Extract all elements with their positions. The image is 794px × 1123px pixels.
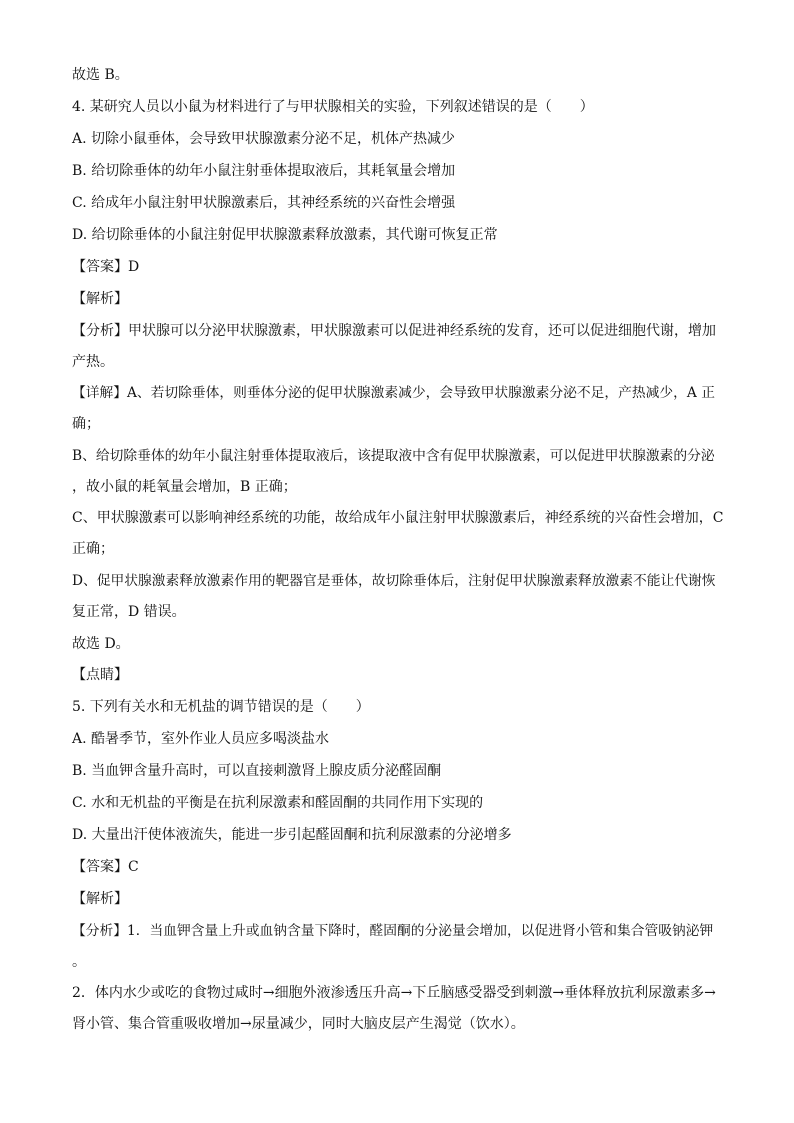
text-line-18: 复正常，D 错误。 — [72, 604, 186, 620]
text-line-15: C、甲状腺激素可以影响神经系统的功能，故给成年小鼠注射甲状腺激素后，神经系统的兴奋性会增加，C — [72, 510, 724, 526]
question-4-option-d: D. 给切除垂体的小鼠注射促甲状腺激素释放激素，其代谢可恢复正常 — [72, 227, 498, 243]
answer-label-5: 【答案】C — [72, 859, 139, 875]
text-line-14: ，故小鼠的耗氧量会增加，B 正确； — [72, 479, 297, 495]
text-line-29: 。 — [72, 954, 86, 970]
question-4-option-c: C. 给成年小鼠注射甲状腺激素后，其神经系统的兴奋性会增强 — [72, 195, 456, 211]
text-line-31: 肾小管、集合管重吸收增加→尿量减少，同时大脑皮层产生渴觉（饮水）。 — [72, 1016, 525, 1032]
question-5-stem: 5. 下列有关水和无机盐的调节错误的是（ ） — [72, 699, 370, 715]
text-line-10: 产热。 — [72, 354, 114, 370]
text-line-1: 故选 B。 — [72, 67, 129, 83]
analysis-label-4: 【解析】 — [72, 291, 128, 307]
text-line-16: 正确； — [72, 541, 114, 557]
answer-label-4: 【答案】D — [72, 259, 140, 275]
text-line-11: 【详解】A、若切除垂体，则垂体分泌的促甲状腺激素减少，会导致甲状腺激素分泌不足，产热减少，A 正 — [72, 385, 715, 401]
question-5-option-a: A. 酷暑季节，室外作业人员应多喝淡盐水 — [72, 731, 330, 747]
comment-label-4: 【点睛】 — [72, 667, 128, 683]
text-line-13: B、给切除垂体的幼年小鼠注射垂体提取液后，该提取液中含有促甲状腺激素，可以促进甲状腺激素的分泌 — [72, 448, 715, 464]
question-5-option-d: D. 大量出汗使体液流失，能进一步引起醛固酮和抗利尿激素的分泌增多 — [72, 827, 512, 843]
question-5-option-b: B. 当血钾含量升高时，可以直接刺激肾上腺皮质分泌醛固酮 — [72, 763, 442, 779]
question-4-option-b: B. 给切除垂体的幼年小鼠注射垂体提取液后，其耗氧量会增加 — [72, 163, 456, 179]
analysis-label-5: 【解析】 — [72, 891, 128, 907]
question-4-option-a: A. 切除小鼠垂体，会导致甲状腺激素分泌不足，机体产热减少 — [72, 131, 456, 147]
text-line-30: 2．体内水少或吃的食物过咸时→细胞外液渗透压升高→下丘脑感受器受到刺激→垂体释放抗利尿激素多→ — [72, 985, 716, 1001]
text-line-28: 【分析】1．当血钾含量上升或血钠含量下降时，醛固酮的分泌量会增加，以促进肾小管和集合管吸钠泌钾 — [72, 923, 714, 939]
text-line-12: 确； — [72, 416, 100, 432]
question-5-option-c: C. 水和无机盐的平衡是在抗利尿激素和醛固酮的共同作用下实现的 — [72, 795, 484, 811]
question-4-stem: 4. 某研究人员以小鼠为材料进行了与甲状腺相关的实验，下列叙述错误的是（ ） — [72, 99, 594, 115]
text-line-17: D、促甲状腺激素释放激素作用的靶器官是垂体，故切除垂体后，注射促甲状腺激素释放激素不能让代谢恢 — [72, 573, 716, 589]
text-line-19: 故选 D。 — [72, 636, 130, 652]
text-line-9: 【分析】甲状腺可以分泌甲状腺激素，甲状腺激素可以促进神经系统的发育，还可以促进细胞代谢，增加 — [72, 323, 716, 339]
